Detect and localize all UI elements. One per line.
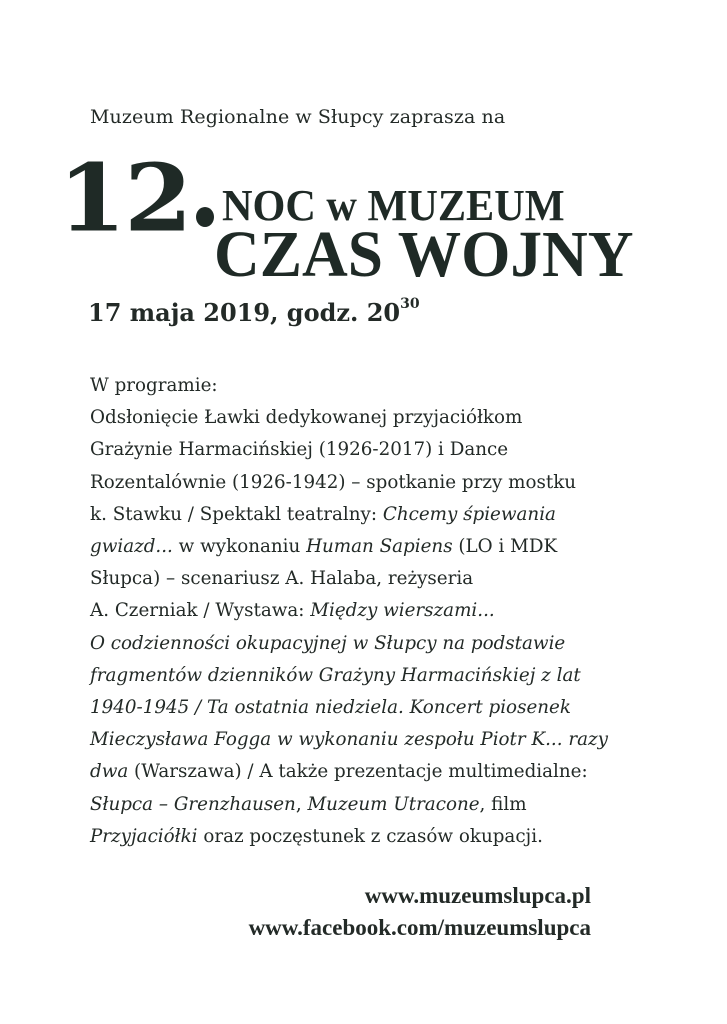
program-text: Słupca) – scenariusz A. Halaba, reżyseria bbox=[90, 568, 474, 590]
date-minutes: 30 bbox=[400, 296, 420, 312]
program-text: oraz poczęstunek z czasów okupacji. bbox=[197, 825, 543, 847]
program-italic-text: Słupca – Grenzhausen bbox=[90, 793, 296, 815]
links bbox=[249, 880, 591, 944]
program-italic-text: Human Sapiens bbox=[306, 536, 453, 558]
program-italic-text: Chcemy śpiewania bbox=[382, 503, 556, 525]
program-text: Grażynie Harmacińskiej (1926-2017) i Dance bbox=[90, 439, 509, 461]
program-text: , film bbox=[479, 793, 527, 815]
program-line bbox=[90, 692, 650, 724]
program-text: Odsłonięcie Ławki dedykowanej przyjaciółkom bbox=[90, 407, 523, 429]
program-line bbox=[90, 531, 650, 563]
program-text: A. Czerniak / Wystawa: bbox=[90, 600, 311, 622]
program-text: (Warszawa) / A także prezentacje multimedialne: bbox=[128, 761, 588, 783]
program-italic-text: dwa bbox=[90, 761, 129, 783]
edition-number: 12 bbox=[58, 143, 191, 254]
program-italic-text: O codzienności okupacyjnej w Słupcy na podstawie bbox=[90, 632, 566, 654]
event-date bbox=[88, 298, 420, 327]
program-text: (LO i MDK bbox=[452, 536, 558, 558]
program-line bbox=[90, 595, 650, 627]
program-italic-text: Mieczysława Fogga w wykonaniu zespołu Piotr K... razy bbox=[90, 729, 608, 751]
program-line bbox=[90, 563, 650, 595]
program-text: k. Stawku / Spektakl teatralny: bbox=[90, 503, 383, 525]
program-italic-text: Między wierszami... bbox=[310, 600, 495, 622]
program-line bbox=[90, 789, 650, 821]
program-line bbox=[90, 724, 650, 756]
event-subtitle: CZAS WOJNY bbox=[214, 218, 634, 291]
program-text: w wykonaniu bbox=[172, 536, 307, 558]
program-italic-text: Przyjaciółki bbox=[90, 825, 198, 847]
program-italic-text: gwiazd... bbox=[90, 536, 173, 558]
program-lines bbox=[90, 402, 650, 853]
program-line bbox=[90, 660, 650, 692]
date-text: 17 maja 2019, godz. 20 bbox=[88, 298, 401, 327]
intro-text: Muzeum Regionalne w Słupcy zaprasza na bbox=[90, 106, 506, 128]
program-text: Rozentalównie (1926-1942) – spotkanie przy mostku bbox=[90, 471, 577, 493]
program-line bbox=[90, 499, 650, 531]
program-line bbox=[90, 756, 650, 788]
program-line bbox=[90, 467, 650, 499]
program-line bbox=[90, 402, 650, 434]
program-line bbox=[90, 821, 650, 853]
program-line bbox=[90, 628, 650, 660]
program-italic-text: 1940-1945 / Ta ostatnia niedziela. Koncert piosenek bbox=[90, 697, 571, 719]
program-heading: W programie: bbox=[90, 375, 218, 396]
facebook-link[interactable]: www.facebook.com/muzeumslupca bbox=[248, 915, 591, 940]
bullet-dot-icon bbox=[196, 207, 214, 227]
program-italic-text: fragmentów dzienników Grażyny Harmacińskiej z lat bbox=[90, 664, 581, 686]
event-title: NOC w MUZEUM bbox=[222, 181, 565, 230]
program-italic-text: Muzeum Utracone bbox=[307, 793, 480, 815]
program-section bbox=[90, 370, 650, 853]
program-text: , bbox=[295, 793, 308, 815]
program-line bbox=[90, 434, 650, 466]
website-link[interactable]: www.muzeumslupca.pl bbox=[364, 883, 591, 908]
